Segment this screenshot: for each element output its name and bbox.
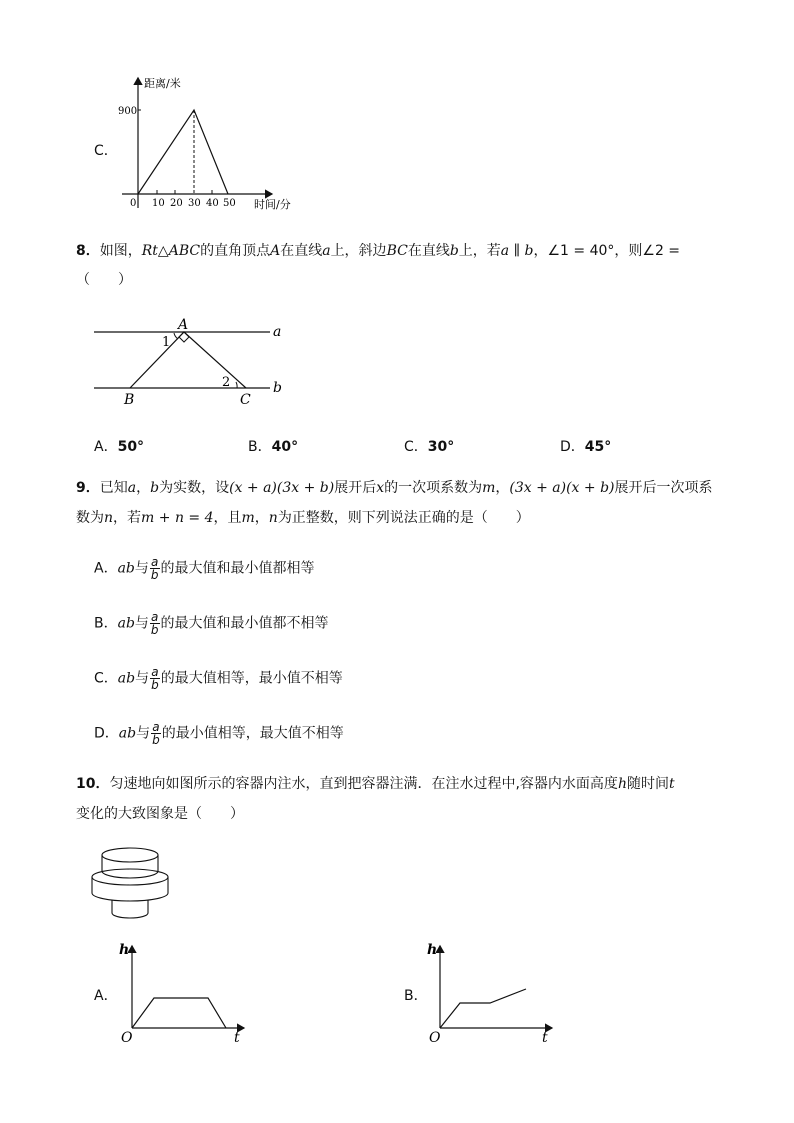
q10-option-a-label[interactable]: A． — [94, 988, 118, 1004]
y-tick-900: 900 — [118, 106, 138, 117]
q10-graph-b — [424, 940, 564, 1048]
q8-option-b[interactable]: B．40° — [248, 439, 299, 455]
q8-answer-bracket: （ ） — [76, 272, 132, 288]
label-angle-1: 1 — [162, 335, 171, 350]
x-tick-30: 30 — [188, 198, 201, 209]
label-a: a — [273, 324, 282, 340]
label-b: b — [273, 380, 282, 396]
fraction-a-over-b: $\frac{a}{b}$ — [151, 665, 159, 692]
q8-option-c[interactable]: C．30° — [404, 439, 455, 455]
fraction-a-over-b: $\frac{a}{b}$ — [152, 720, 160, 747]
q8-option-a[interactable]: A．50° — [94, 439, 145, 455]
q9-option-c[interactable]: C．ab与 $\frac{a}{b}$ 的最大值相等，最小值不相等 — [94, 665, 343, 692]
angle-1-arc — [174, 333, 178, 339]
x-tick-50: 50 — [223, 198, 236, 209]
q9-option-d[interactable]: D．ab与 $\frac{a}{b}$ 的最小值相等，最大值不相等 — [94, 720, 344, 747]
label-A: A — [178, 317, 189, 333]
angle-2-arc — [236, 382, 237, 388]
graph-a-t-label: t — [234, 1030, 240, 1046]
graph-a-origin: O — [121, 1030, 133, 1046]
q7-distance-time-graph — [118, 70, 308, 215]
q9-option-a[interactable]: A．ab与 $\frac{a}{b}$ 的最大值和最小值都相等 — [94, 555, 315, 582]
graph-b-h-label: h — [427, 942, 438, 958]
x-tick-10: 10 — [152, 198, 165, 209]
label-B: B — [124, 392, 135, 407]
right-angle-mark — [179, 332, 189, 342]
q10-container-figure — [88, 843, 178, 923]
x-tick-20: 20 — [170, 198, 183, 209]
q10-stem-line2: 变化的大致图象是（ ） — [76, 806, 244, 822]
fraction-a-over-b: $\frac{a}{b}$ — [150, 555, 159, 582]
q10-number: 10． — [76, 776, 110, 792]
label-angle-2: 2 — [222, 375, 231, 390]
q7-option-c-label[interactable]: C． — [94, 143, 118, 159]
graph-b-t-label: t — [542, 1030, 548, 1046]
q9-stem-line1: 9．已知a，b为实数，设(x + a)(3x + b)展开后x的一次项系数为m，(3x + a)(x + b)展开后一次项系 — [76, 480, 713, 496]
graph-b-origin: O — [429, 1030, 441, 1046]
fraction-a-over-b: $\frac{a}{b}$ — [150, 610, 159, 637]
q9-number: 9． — [76, 480, 100, 496]
label-C: C — [240, 392, 251, 407]
q8-stem: 8．如图，Rt△ABC的直角顶点A在直线a上，斜边BC在直线b上，若a ∥ b，∠1 = 40°，则∠2 = — [76, 243, 681, 259]
q8-option-d[interactable]: D．45° — [560, 439, 612, 455]
graph-b-curve — [440, 989, 526, 1028]
graph-a-curve — [132, 998, 226, 1028]
graph-a-h-label: h — [119, 942, 130, 958]
x-tick-40: 40 — [206, 198, 219, 209]
q9-stem-line2: 数为n，若m + n = 4，且m，n为正整数，则下列说法正确的是（ ） — [76, 510, 530, 526]
q10-stem-line1: 10．匀速地向如图所示的容器内注水，直到把容器注满．在注水过程中,容器内水面高度h随时间t — [76, 776, 675, 792]
x-axis-label: 时间/分 — [254, 198, 291, 211]
q8-figure — [90, 312, 300, 407]
distance-line — [138, 110, 228, 194]
q10-graph-a — [116, 940, 256, 1048]
x-tick-0: 0 — [130, 198, 137, 209]
y-axis-label: 距离/米 — [144, 77, 181, 90]
q8-number: 8． — [76, 243, 100, 259]
q10-option-b-label[interactable]: B． — [404, 988, 428, 1004]
q9-option-b[interactable]: B．ab与 $\frac{a}{b}$ 的最大值和最小值都不相等 — [94, 610, 329, 637]
